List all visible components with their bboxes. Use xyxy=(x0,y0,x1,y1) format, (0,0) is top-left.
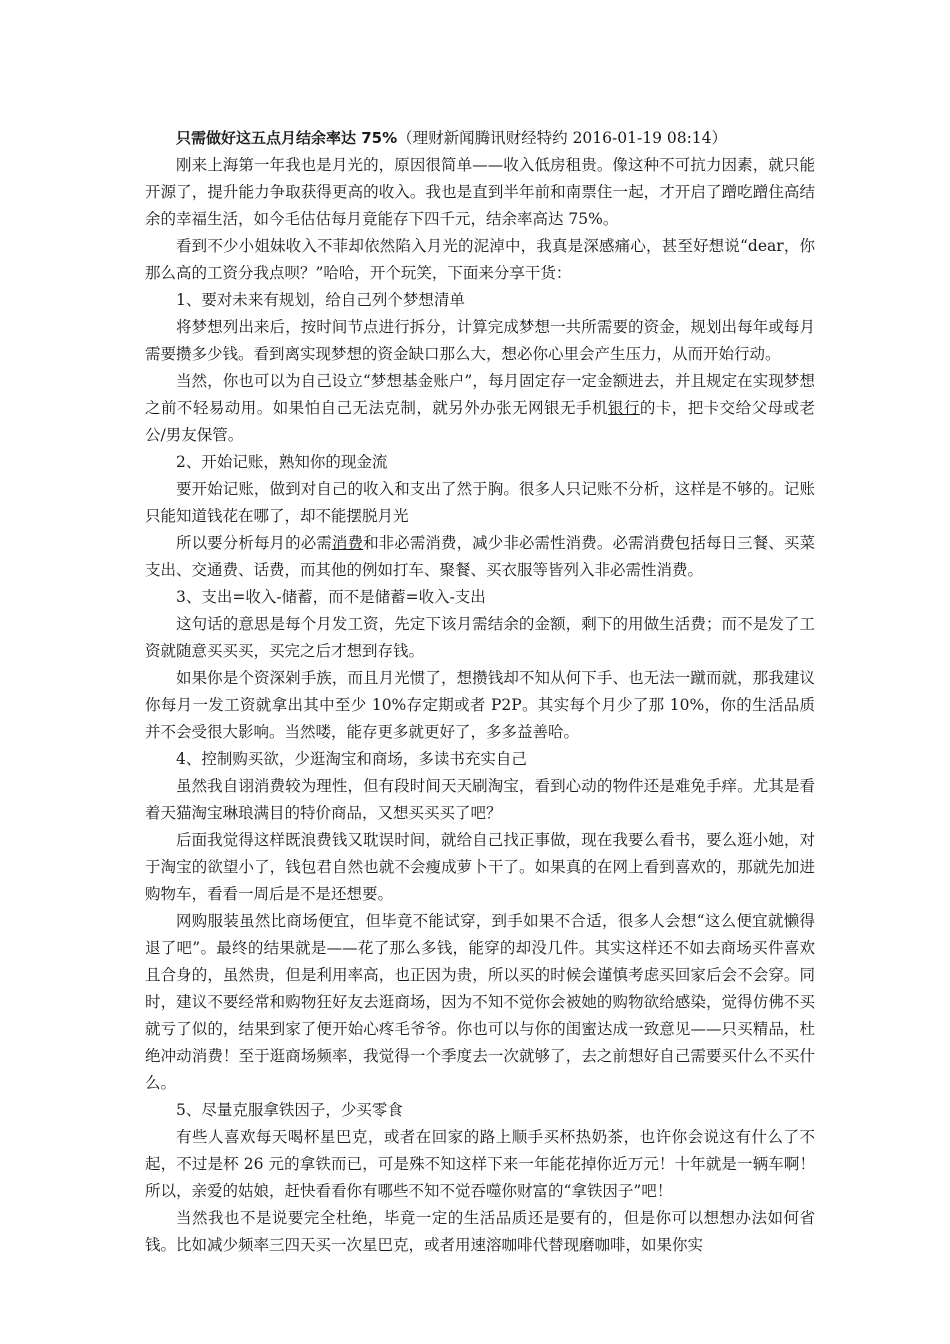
paragraph-6-text-b: 和非必需消费，减少非必需性消费。必需消费包括每日三餐、买菜支出、交通费、话费，而其他的例如打车、聚餐、买衣服等皆列入非必需性消费。 xyxy=(145,534,815,579)
paragraph-1: 刚来上海第一年我也是月光的，原因很简单——收入低房租贵。像这种不可抗力因素，就只能开源了，提升能力争取获得更高的收入。我也是直到半年前和南票住一起，才开启了蹭吃蹭住高结余的幸福生活，如今毛估估每月竟能存下四千元，结余率高达 75%。 xyxy=(145,156,815,228)
paragraph-8: 如果你是个资深剁手族，而且月光惯了，想攒钱却不知从何下手、也无法一蹴而就，那我建议你每月一发工资就拿出其中至少 10%存定期或者 P2P。其实每个月少了那 10%，你的生活品质并不会受很大影响。当然喽，能存更多就更好了，多多益善哈。 xyxy=(145,669,815,741)
paragraph-11: 网购服装虽然比商场便宜，但毕竟不能试穿，到手如果不合适，很多人会想“这么便宜就懒得退了吧”。最终的结果就是——花了那么多钱，能穿的却没几件。其实这样还不如去商场买件喜欢且合身的，虽然贵，但是利用率高，也正因为贵，所以买的时候会谨慎考虑买回家后会不会穿。同时，建议不要经常和购物狂好友去逛商场，因为不知不觉你会被她的购物欲给感染，觉得仿佛不买就亏了似的，结果到家了便开始心疼毛爷爷。你也可以与你的闺蜜达成一致意见——只买精品，杜绝冲动消费！至于逛商场频率，我觉得一个季度去一次就够了，去之前想好自己需要买什么不买什么。 xyxy=(145,912,815,1092)
section-heading-2: 2、开始记账，熟知你的现金流 xyxy=(176,453,388,471)
section-heading-1: 1、要对未来有规划，给自己列个梦想清单 xyxy=(176,291,465,309)
paragraph-3: 将梦想列出来后，按时间节点进行拆分，计算完成梦想一共所需要的资金，规划出每年或每月需要攒多少钱。看到离实现梦想的资金缺口那么大，想必你心里会产生压力，从而开始行动。 xyxy=(145,318,815,363)
paragraph-5: 要开始记账，做到对自己的收入和支出了然于胸。很多人只记账不分析，这样是不够的。记账只能知道钱花在哪了，却不能摆脱月光 xyxy=(145,480,815,525)
article-title: 只需做好这五点月结余率达 75% xyxy=(176,129,398,147)
paragraph-7: 这句话的意思是每个月发工资，先定下该月需结余的金额，剩下的用做生活费；而不是发了工资就随意买买买，买完之后才想到存钱。 xyxy=(145,615,815,660)
consumption-link[interactable]: 消费 xyxy=(331,534,364,552)
paragraph-12: 有些人喜欢每天喝杯星巴克，或者在回家的路上顺手买杯热奶茶，也许你会说这有什么了不起，不过是杯 26 元的拿铁而已，可是殊不知这样下来一年能花掉你近万元！十年就是一辆车啊！所以，亲爱的姑娘，赶快看看你有哪些不知不觉吞噬你财富的“拿铁因子”吧！ xyxy=(145,1128,815,1200)
article-body xyxy=(145,125,815,1259)
article-meta: （理财新闻腾讯财经特约 2016-01-19 08:14） xyxy=(397,129,728,147)
paragraph-9: 虽然我自诩消费较为理性，但有段时间天天刷淘宝，看到心动的物件还是难免手痒。尤其是看着天猫淘宝琳琅满目的特价商品，又想买买买了吧？ xyxy=(145,777,815,822)
section-heading-4: 4、控制购买欲，少逛淘宝和商场，多读书充实自己 xyxy=(176,750,527,768)
paragraph-4-text-b: 的卡，把卡交给父母或老公/男友保管。 xyxy=(145,399,815,444)
paragraph-10: 后面我觉得这样既浪费钱又耽误时间，就给自己找正事做，现在我要么看书，要么逛小她，对于淘宝的欲望小了，钱包君自然也就不会瘦成萝卜干了。如果真的在网上看到喜欢的，那就先加进购物车，看看一周后是不是还想要。 xyxy=(145,831,815,903)
paragraph-6-text-a: 所以要分析每月的必需 xyxy=(176,534,332,552)
section-heading-3: 3、支出=收入-储蓄，而不是储蓄=收入-支出 xyxy=(176,588,486,606)
paragraph-4-text-a: 当然，你也可以为自己设立“梦想基金账户”，每月固定存一定金额进去，并且规定在实现梦想之前不轻易动用。如果怕自己无法克制，就另外办张无网银无手机 xyxy=(145,372,815,417)
bank-link[interactable]: 银行 xyxy=(607,399,640,417)
paragraph-6 xyxy=(145,530,815,584)
paragraph-2: 看到不少小姐妹收入不菲却依然陷入月光的泥淖中，我真是深感痛心，甚至好想说“dear，你那么高的工资分我点呗？”哈哈，开个玩笑，下面来分享干货： xyxy=(145,237,815,282)
section-heading-5: 5、尽量克服拿铁因子，少买零食 xyxy=(176,1101,403,1119)
article-title-line xyxy=(145,125,815,152)
paragraph-4 xyxy=(145,368,815,449)
paragraph-13: 当然我也不是说要完全杜绝，毕竟一定的生活品质还是要有的，但是你可以想想办法如何省钱。比如减少频率三四天买一次星巴克，或者用速溶咖啡代替现磨咖啡，如果你实 xyxy=(145,1209,815,1254)
